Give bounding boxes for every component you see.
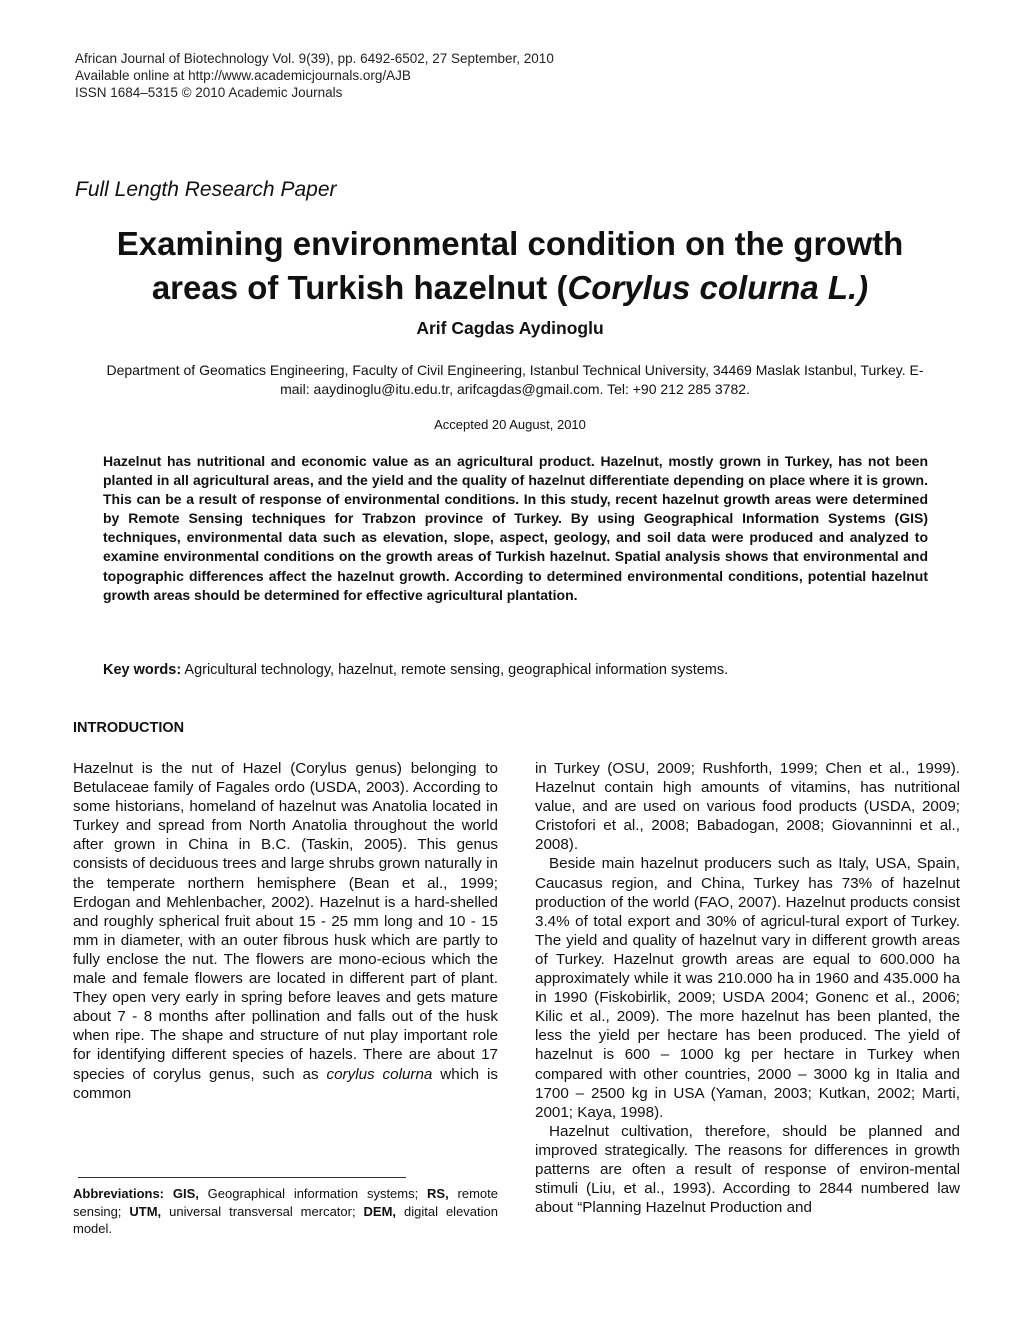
abbr-dem: DEM, <box>363 1203 397 1219</box>
title-line-2 <box>60 266 960 310</box>
abbr-rs-text: remote sensing; <box>73 1186 498 1219</box>
abbreviations-footnote <box>73 1185 498 1238</box>
intro-paragraph-1 <box>73 759 498 1103</box>
title-line-2-prefix: areas of Turkish hazelnut ( <box>151 269 568 306</box>
abstract: Hazelnut has nutritional and economic value as an agricultural product. Hazelnut, mostly grown in Turkey, has not been planted in all agricultural areas, and the yield and the quality of hazelnut differentiate depending on place where it is grown. This can be a result of response of environmental conditions. In this study, recent hazelnut growth areas were determined by Remote Sensing techniques for Trabzon province of Turkey. By using Geographical Information Systems (GIS) techniques, environmental data such as elevation, slope, aspect, geology, and soil data were produced and analyzed to examine environmental conditions on the growth areas of Turkish hazelnut. Spatial analysis shows that environmental and topographic differences affect the hazelnut growth. According to determined environmental conditions, potential hazelnut growth areas should be determined for effective agricultural plantation. <box>103 453 928 603</box>
abbr-utm-text: universal transversal mercator; <box>161 1203 364 1219</box>
abbr-gis: GIS, <box>172 1186 199 1201</box>
intro-paragraph-1-tail: which is common <box>73 1065 498 1102</box>
left-column <box>73 759 498 1103</box>
title-species-name: Corylus colurna L.) <box>567 269 869 306</box>
abbr-gis-text: Geographical information systems; <box>198 1186 428 1201</box>
paper-type: Full Length Research Paper <box>75 178 337 201</box>
introduction-heading: INTRODUCTION <box>73 720 185 736</box>
keywords <box>103 662 933 678</box>
author-name: Arif Cagdas Aydinoglu <box>416 318 604 338</box>
title-line-1: Examining environmental condition on the growth <box>116 225 904 262</box>
journal-header <box>75 50 554 101</box>
abbreviations-label: Abbreviations: <box>73 1186 165 1201</box>
intro-paragraph-3: Beside main hazelnut producers such as Italy, USA, Spain, Caucasus region, and China, Turkey has 73% of hazelnut production of the world (FAO, 2007). Hazelnut products consist 3.4% of total export and 30% of agricul-tural export of Turkey. The yield and quality of hazelnut vary in different growth areas of Turkey. Hazelnut growth areas are equal to 600.000 ha approximately while it was 210.000 ha in 1960 and 435.000 ha in 1990 (Fiskobirlik, 2009; USDA 2004; Gonenc et al., 2006; Kilic et al., 2009). The more hazelnut has been planted, the less the yield per hectare has been produced. The yield of hazelnut is 600 – 1000 kg per hectare in Turkey when compared with other countries, 2000 – 3000 kg in Italia and 1700 – 2500 kg in USA (Yaman, 2003; Kutkan, 2002; Marti, 2001; Kaya, 1998). <box>535 855 960 1121</box>
intro-paragraph-2: in Turkey (OSU, 2009; Rushforth, 1999; Chen et al., 1999). Hazelnut contain high amounts of vitamins, has nutritional value, and are used on various food products (USDA, 2009; Cristofori et al., 2008; Babadogan, 2008; Giovanninni et al., 2008). <box>535 760 960 854</box>
right-column <box>535 759 960 1217</box>
journal-issn: ISSN 1684–5315 © 2010 Academic Journals <box>75 85 343 100</box>
paper-title <box>60 222 960 310</box>
intro-paragraph-4: Hazelnut cultivation, therefore, should be planned and improved strategically. The reasons for differences in growth patterns are often a result of response of environ-mental stimuli (Liu, et al., 1993). According to 2844 numbered law about “Planning Hazelnut Production and <box>535 1122 960 1217</box>
keywords-text: Agricultural technology, hazelnut, remote sensing, geographical information systems. <box>181 662 729 678</box>
accepted-date: Accepted 20 August, 2010 <box>434 417 586 432</box>
journal-url: Available online at http://www.academicjournals.org/AJB <box>75 68 411 83</box>
abbr-rs: RS, <box>427 1186 449 1201</box>
journal-citation: African Journal of Biotechnology Vol. 9(39), pp. 6492-6502, 27 September, 2010 <box>75 51 554 66</box>
keywords-label: Key words: <box>103 662 182 678</box>
abbr-utm: UTM, <box>129 1203 162 1219</box>
footnote-divider <box>78 1177 406 1178</box>
intro-paragraph-1-text: Hazelnut is the nut of Hazel (Corylus genus) belonging to Betulaceae family of Fagales ordo (USDA, 2003). According to some historians, homeland of hazelnut was Anatolia located in Turkey and spread from North Anatolia throughout the world after grown in China in B.C. (Taskin, 2005). This genus consists of deciduous trees and large shrubs grown naturally in the temperate northern hemisphere (Bean et al., 1999; Erdogan and Mehlenbacher, 2002). Hazelnut is a hard-shelled and roughly spherical fruit about 15 - 25 mm long and 10 - 15 mm in diameter, with an outer fibrous husk which are partly to fully enclose the nut. The flowers are mono-ecious which the male and female flowers are located in different part of plant. They open very early in spring before leaves and gets mature about 7 - 8 months after pollination and falls out of the husk when ripe. The shape and structure of nut play important role for identifying different species of hazels. There are about 17 species of corylus genus, such as <box>73 760 498 1083</box>
abbr-dem-text: digital elevation model. <box>73 1203 498 1236</box>
author-affiliation: Department of Geomatics Engineering, Faculty of Civil Engineering, Istanbul Technical University, 34469 Maslak Istanbul, Turkey. E-mail: aaydinoglu@itu.edu.tr, arifcagdas@gmail.com. Tel: +90 212 285 3782. <box>106 362 924 397</box>
intro-species-italic: corylus colurna <box>326 1065 433 1083</box>
